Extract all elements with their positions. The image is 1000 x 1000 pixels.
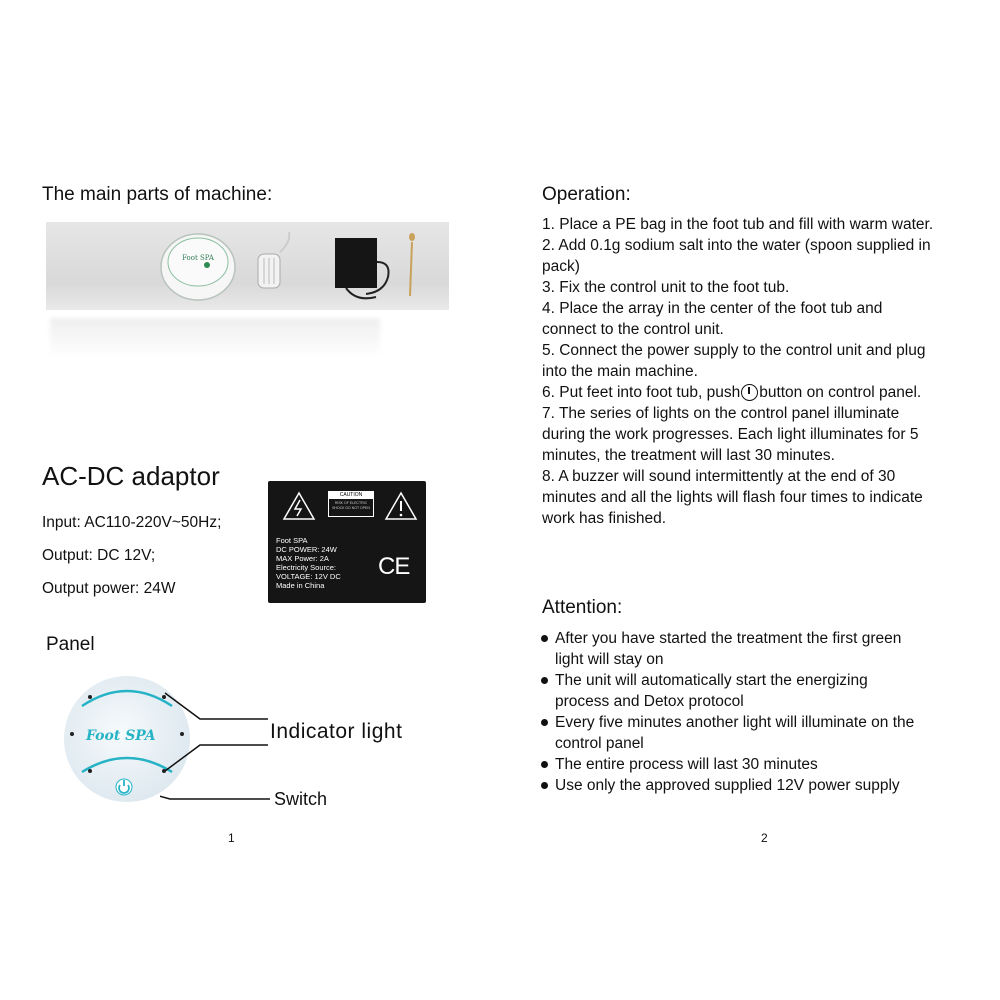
operation-title: Operation: <box>542 184 631 205</box>
caution-header: CAUTION <box>329 492 373 499</box>
step-item: 3. Fix the control unit to the foot tub. <box>542 279 790 296</box>
attention-title: Attention: <box>542 597 623 618</box>
label-line: VOLTAGE: 12V DC <box>276 572 341 581</box>
step-item: 1. Place a PE bag in the foot tub and fill with warm water. <box>542 216 934 233</box>
caution-box <box>328 491 374 517</box>
step-item: 5. Connect the power supply to the control unit and plug into the main machine. <box>542 342 926 380</box>
caution-small: RISK OF ELECTRIC SHOCK DO NOT OPEN <box>332 501 370 510</box>
step-item: 4. Place the array in the center of the foot tub and connect to the control unit. <box>542 300 883 338</box>
step-item: 2. Add 0.1g sodium salt into the water (spoon supplied in pack) <box>542 237 931 275</box>
list-item: The entire process will last 30 minutes <box>541 754 916 775</box>
panel-logo: Foot SPA <box>86 728 156 744</box>
adaptor-title: AC-DC adaptor <box>42 461 220 491</box>
page-number-left: 1 <box>228 831 235 845</box>
ce-mark: CE <box>378 553 410 580</box>
attention-list <box>541 628 916 796</box>
spec-output: Output: DC 12V; <box>42 547 156 564</box>
list-item: Every five minutes another light will illuminate on the control panel <box>541 712 916 754</box>
spec-input: Input: AC110-220V~50Hz; <box>42 514 222 531</box>
step6-after: button on control panel. <box>759 384 922 401</box>
page-number-right: 2 <box>761 831 768 845</box>
list-item: Use only the approved supplied 12V power supply <box>541 775 916 796</box>
product-parts-image <box>46 222 449 310</box>
callout-lines <box>160 690 270 810</box>
step-item: 8. A buzzer will sound intermittently at the end of 30 minutes and all the lights will flash four times to indicate work has finished. <box>542 468 923 527</box>
power-icon <box>741 384 758 401</box>
spec-output-power: Output power: 24W <box>42 580 176 597</box>
label-line: DC POWER: 24W <box>276 545 337 554</box>
step-item-6 <box>542 382 937 403</box>
indicator-light-label: Indicator light <box>270 720 403 743</box>
main-parts-title: The main parts of machine: <box>42 184 273 205</box>
label-line: MAX Power: 2A <box>276 554 329 563</box>
label-line: Electricity Source: <box>276 563 337 572</box>
shock-warning-icon <box>282 491 316 521</box>
list-item: The unit will automatically start the energizing process and Detox protocol <box>541 670 916 712</box>
step6-before: 6. Put feet into foot tub, push <box>542 384 741 401</box>
product-logo-text: Foot SPA <box>182 254 214 262</box>
exclamation-warning-icon <box>384 491 418 521</box>
label-lines <box>276 536 366 590</box>
adaptor-rating-label <box>268 481 426 603</box>
label-line: Made in China <box>276 581 325 590</box>
strip-reflection <box>50 318 380 358</box>
operation-steps <box>542 214 937 529</box>
list-item: After you have started the treatment the first green light will stay on <box>541 628 916 670</box>
panel-title: Panel <box>46 634 95 655</box>
step-item: 7. The series of lights on the control panel illuminate during the work progresses. Each light illuminates for 5 minutes, the treatment will last 30 minutes. <box>542 405 919 464</box>
label-line: Foot SPA <box>276 536 308 545</box>
switch-label: Switch <box>274 789 328 809</box>
